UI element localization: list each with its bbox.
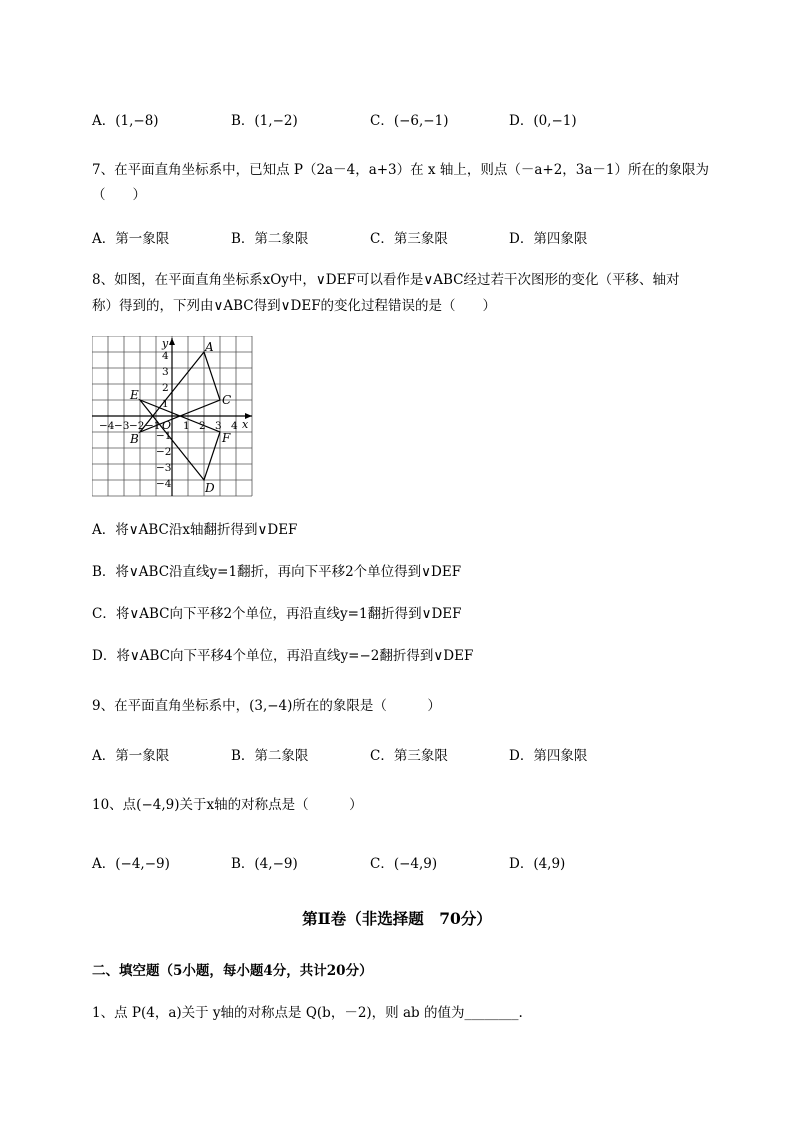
q7-option-a: A．第一象限: [92, 231, 170, 247]
y-axis-label: y: [162, 337, 169, 350]
fill-in-section-heading: 二、填空题（5小题，每小题4分，共计20分）: [92, 963, 373, 979]
q8-stem-line2: 称）得到的，下列由∨ABC得到∨DEF的变化过程错误的是（ ）: [92, 298, 497, 314]
q6-option-d: D．(0,−1): [509, 113, 577, 129]
q8-option-b: B．将∨ABC沿直线y=1翻折，再向下平移2个单位得到∨DEF: [92, 564, 462, 580]
q8-option-a: A．将∨ABC沿x轴翻折得到∨DEF: [92, 522, 298, 538]
q7-options: [92, 227, 712, 247]
x-tick: −4: [99, 420, 115, 432]
q7-stem-line1: 7、在平面直角坐标系中，已知点 P（2a－4，a+3）在 x 轴上，则点（－a+2，3a－1）所在的象限为: [92, 162, 710, 178]
label-c: C: [222, 393, 232, 407]
q7-option-c: C．第三象限: [370, 231, 448, 247]
q6-option-c: C．(−6,−1): [370, 113, 449, 129]
q10-option-b: B．(4,−9): [231, 856, 298, 872]
q8-option-d: D．将∨ABC向下平移4个单位，再沿直线y=−2翻折得到∨DEF: [92, 648, 474, 664]
x-axis-label: x: [242, 418, 249, 431]
q7-stem-line2: （ ）: [92, 187, 146, 203]
triangle-def: [140, 400, 220, 480]
label-d: D: [205, 481, 215, 495]
y-tick: −2: [156, 446, 172, 458]
q10-options: [92, 852, 712, 872]
y-tick: −4: [156, 478, 172, 490]
q9-option-c: C．第三象限: [370, 748, 448, 764]
label-a: A: [205, 340, 214, 354]
x-tick: 1: [183, 420, 190, 432]
q10-stem: 10、点(−4,9)关于x轴的对称点是（ ）: [92, 797, 363, 813]
q8-option-c: C．将∨ABC向下平移2个单位，再沿直线y=1翻折得到∨DEF: [92, 606, 462, 622]
part2-title: 第Ⅱ卷（非选择题 70分）: [302, 909, 492, 928]
x-tick: −1: [145, 420, 161, 432]
q8-coordinate-figure: [92, 336, 254, 498]
y-tick: 1: [162, 398, 169, 410]
origin-label: O: [162, 419, 172, 432]
y-tick: −1: [156, 430, 172, 442]
q6-option-b: B．(1,−2): [231, 113, 298, 129]
label-e: E: [130, 388, 139, 402]
label-f: F: [222, 431, 231, 445]
y-tick: 2: [162, 382, 169, 394]
x-tick: 4: [231, 420, 238, 432]
x-tick: −2: [129, 420, 145, 432]
q7-option-d: D．第四象限: [509, 231, 588, 247]
q6-option-a: A．(1,−8): [92, 113, 159, 129]
q9-option-a: A．第一象限: [92, 748, 170, 764]
axes: [92, 337, 252, 496]
label-b: B: [130, 432, 139, 446]
q7-option-b: B．第二象限: [231, 231, 309, 247]
fill-in-q1: 1、点 P(4，a)关于 y轴的对称点是 Q(b，－2)，则 ab 的值为________.: [92, 1005, 523, 1021]
y-tick: 4: [162, 350, 169, 362]
q9-stem: 9、在平面直角坐标系中，(3,−4)所在的象限是（ ）: [92, 698, 441, 714]
vertex-labels: [129, 340, 231, 495]
q10-option-c: C．(−4,9): [370, 856, 438, 872]
q10-option-d: D．(4,9): [509, 856, 566, 872]
x-tick: 2: [199, 420, 206, 432]
q9-option-b: B．第二象限: [231, 748, 309, 764]
q9-options: [92, 744, 712, 764]
q8-stem-line1: 8、如图，在平面直角坐标系xOy中，∨DEF可以看作是∨ABC经过若干次图形的变化（平移、轴对: [92, 272, 680, 288]
y-axis-arrow: [169, 338, 175, 345]
x-tick: −3: [114, 420, 130, 432]
q6-options: [92, 109, 712, 129]
q9-option-d: D．第四象限: [509, 748, 588, 764]
y-tick: 3: [162, 366, 169, 378]
x-tick: 3: [215, 420, 222, 432]
q10-option-a: A．(−4,−9): [92, 856, 170, 872]
y-tick: −3: [156, 462, 172, 474]
